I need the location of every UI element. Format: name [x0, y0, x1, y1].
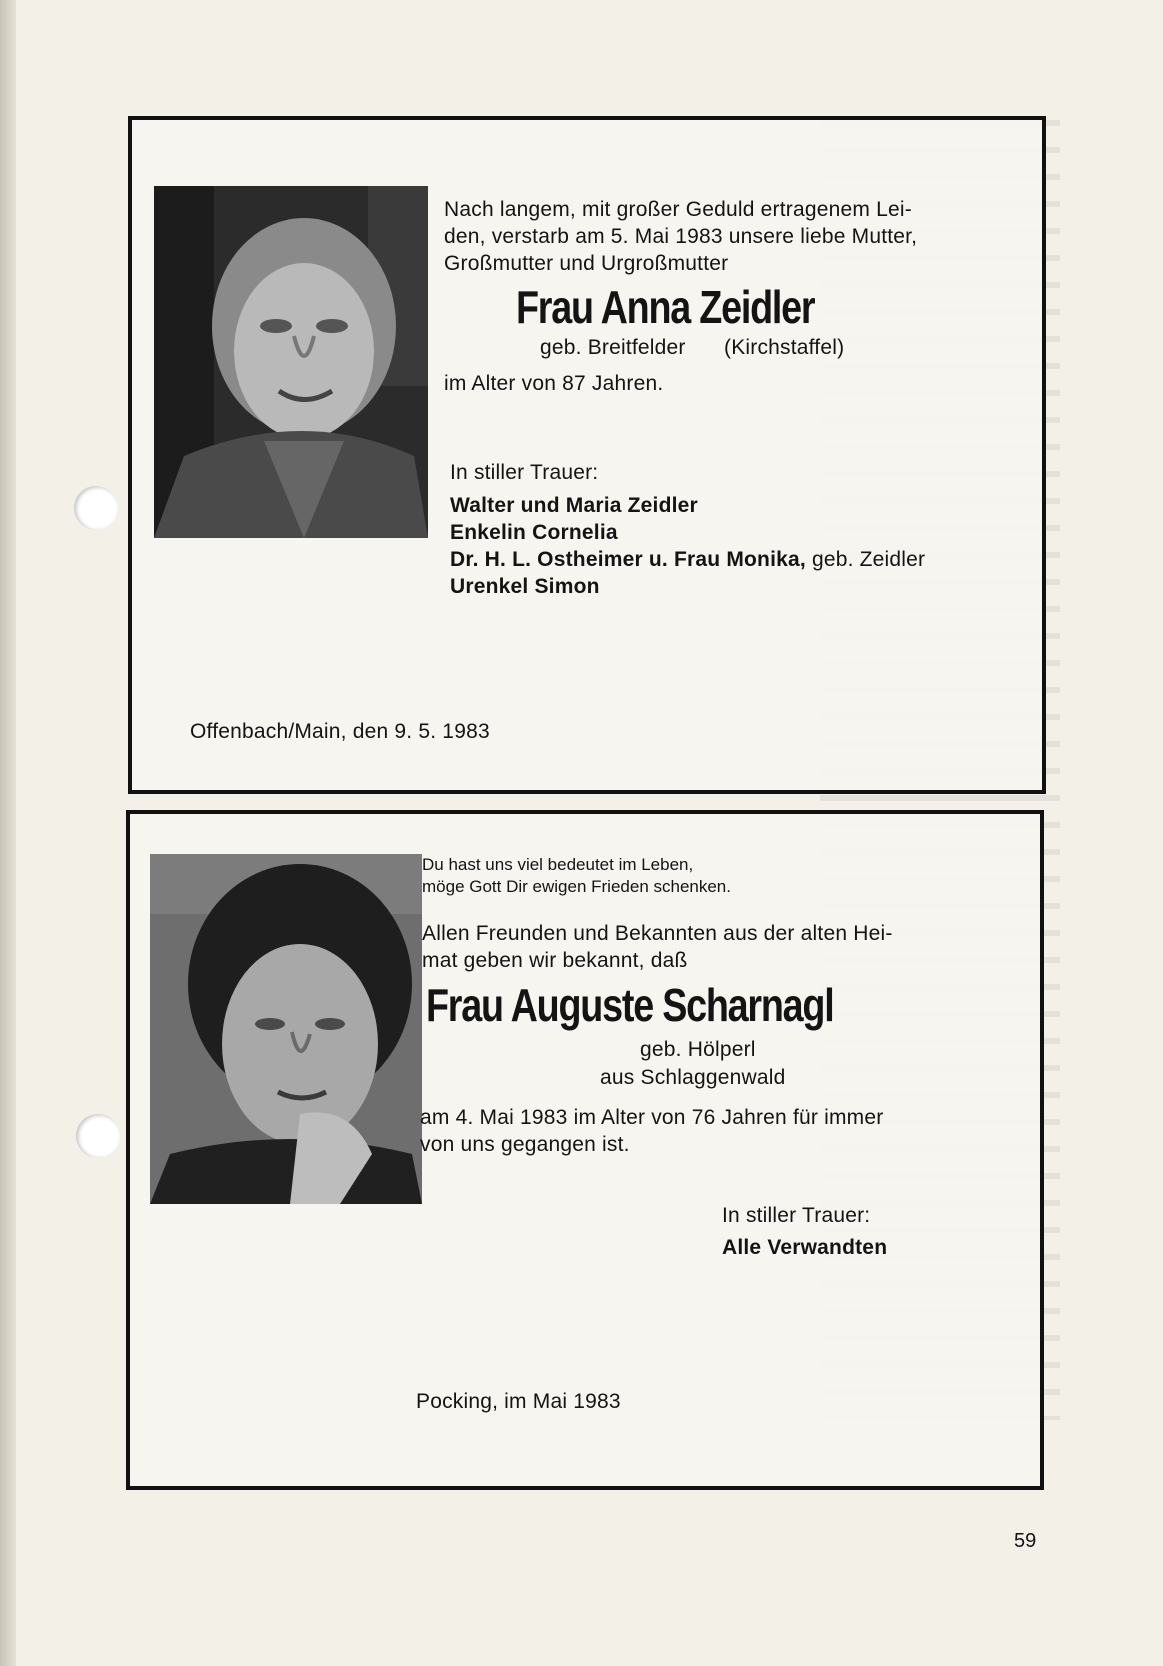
place-note: (Kirchstaffel): [724, 336, 845, 359]
intro-line: Allen Freunden und Bekannten aus der alten Hei-: [422, 922, 893, 945]
deceased-name: Frau Anna Zeidler: [516, 281, 815, 333]
photo-anna-zeidler: [154, 186, 428, 538]
birth-name: geb. Breitfelder: [540, 336, 686, 359]
mourning-label: In stiller Trauer:: [450, 461, 599, 484]
obituary-card-scharnagl: [126, 810, 1044, 1490]
intro-line: Nach langem, mit großer Geduld ertragenem Lei-: [444, 198, 912, 221]
death-line: von uns gegangen ist.: [420, 1133, 630, 1156]
intro-line: Großmutter und Urgroßmutter: [444, 252, 729, 275]
birth-name: geb. Hölperl: [640, 1038, 756, 1061]
photo-auguste-scharnagl: [150, 854, 422, 1204]
intro-line: den, verstarb am 5. Mai 1983 unsere liebe Mutter,: [444, 225, 918, 248]
page-number: 59: [1014, 1530, 1037, 1552]
obituary-card-zeidler: [128, 116, 1046, 794]
mourner-line: Walter und Maria Zeidler: [450, 494, 698, 517]
place-date: Offenbach/Main, den 9. 5. 1983: [190, 720, 490, 743]
age-line: im Alter von 87 Jahren.: [444, 372, 664, 395]
binding-gutter: [0, 0, 16, 1666]
punch-hole: [74, 486, 118, 530]
portrait-icon: [150, 854, 422, 1204]
intro-line: mat geben wir bekannt, daß: [422, 949, 688, 972]
deceased-name: Frau Auguste Scharnagl: [426, 979, 834, 1031]
mourner-line: Dr. H. L. Ostheimer u. Frau Monika, geb. Zeidler: [450, 548, 926, 571]
motto-line: möge Gott Dir ewigen Frieden schenken.: [422, 877, 731, 896]
origin: aus Schlaggenwald: [600, 1066, 786, 1089]
place-date: Pocking, im Mai 1983: [416, 1390, 621, 1413]
mourner-line: Enkelin Cornelia: [450, 521, 618, 544]
mourners: Alle Verwandten: [722, 1236, 888, 1259]
mourning-label: In stiller Trauer:: [722, 1204, 871, 1227]
punch-hole: [76, 1114, 120, 1158]
portrait-icon: [154, 186, 428, 538]
motto-line: Du hast uns viel bedeutet im Leben,: [422, 855, 694, 874]
death-line: am 4. Mai 1983 im Alter von 76 Jahren für immer: [420, 1106, 884, 1129]
mourner-line: Urenkel Simon: [450, 575, 600, 598]
